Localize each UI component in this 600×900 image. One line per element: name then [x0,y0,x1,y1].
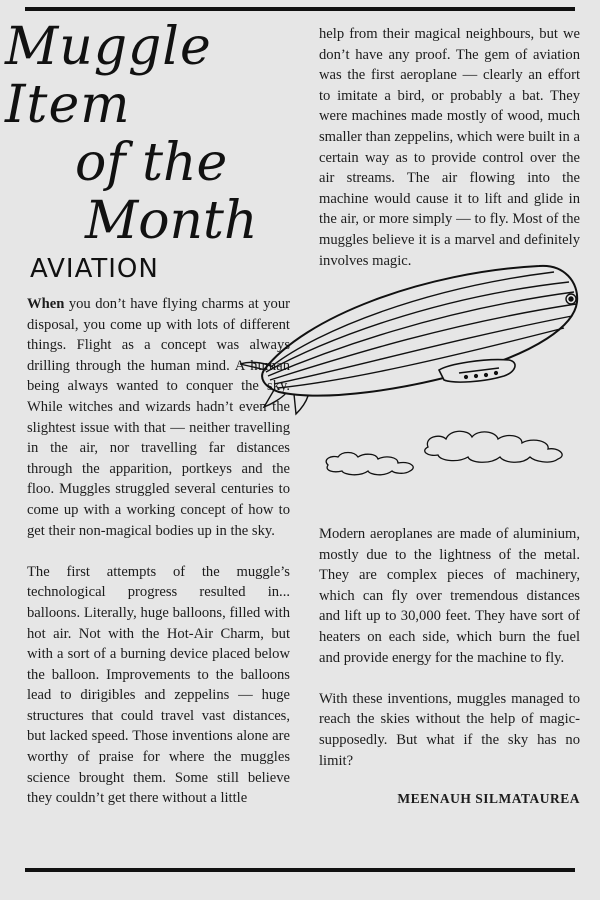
section-heading: AVIATION [30,254,159,284]
bottom-rule [25,868,575,872]
article-right-column-top [319,24,580,271]
article-paragraph: Modern aeroplanes are made of aluminium, mostly due to the lightness of the metal. They are complex pieces of machinery, which can fly over tremendous distances and lift up to 30,000 feet. They have sort of heaters on each side, which burn the fuel and provide energy for the machine to fly. [319,526,580,666]
article-paragraph: The first attempts of the muggle’s technological progress resulted in... balloons. Literally, huge balloons, filled with hot air. Not with the Hot-Air Charm, but with a sort of a burning device placed below the balloon. Improvements to the balloons lead to dirigibles and zeppelins — huge structures that could travel vast distances, but lacked speed. Those inventions alone are worthy of praise for where the muggles science brought them. Some still believe they couldn’t get there without a little [27,563,290,807]
top-rule [25,7,575,11]
author-byline: MEENAUH SILMATAUREA [397,791,580,806]
article-paragraph: help from their magical neighbours, but we don’t have any proof. The gem of aviation was the first aeroplane — clearly an effort to imitate a bird, or probably a bat. They were machines made mostly of wood, much smaller than zeppelins, which were built in a certain way as to provide control over the air streams. The air flowing into the machine would cause it to lift and glide in the air, or more simply — to fly. Most of the muggles believe it is a marvel and definitely involves magic. [319,26,580,269]
article-paragraph: With these inventions, muggles managed to reach the skies without the help of magic- supposedly. But what if the sky has no limit? [319,690,580,769]
article-right-column-bottom [319,524,580,771]
title-line-3: Month [85,191,258,251]
lead-word: When [27,296,65,312]
paragraph-text: you don’t have flying charms at your disposal, you come up with lots of different things. Flight as a concept was always drilling through the human mind. A human being always wanted to conquer the sky. While witches and wizards hadn’t even the slightest issue with that — neither travelling in the air, nor travelling far distances through the apparition, portkeys and the floo. Muggles struggled several centuries to come up with a working concept of how to get their non-magical bodies up in the sky. [27,296,291,539]
clouds-illustration [318,425,588,485]
page-title [5,18,305,250]
title-line-2: of the [75,133,228,193]
zeppelin-illustration [234,252,584,417]
title-line-1: Muggle Item [5,17,212,135]
